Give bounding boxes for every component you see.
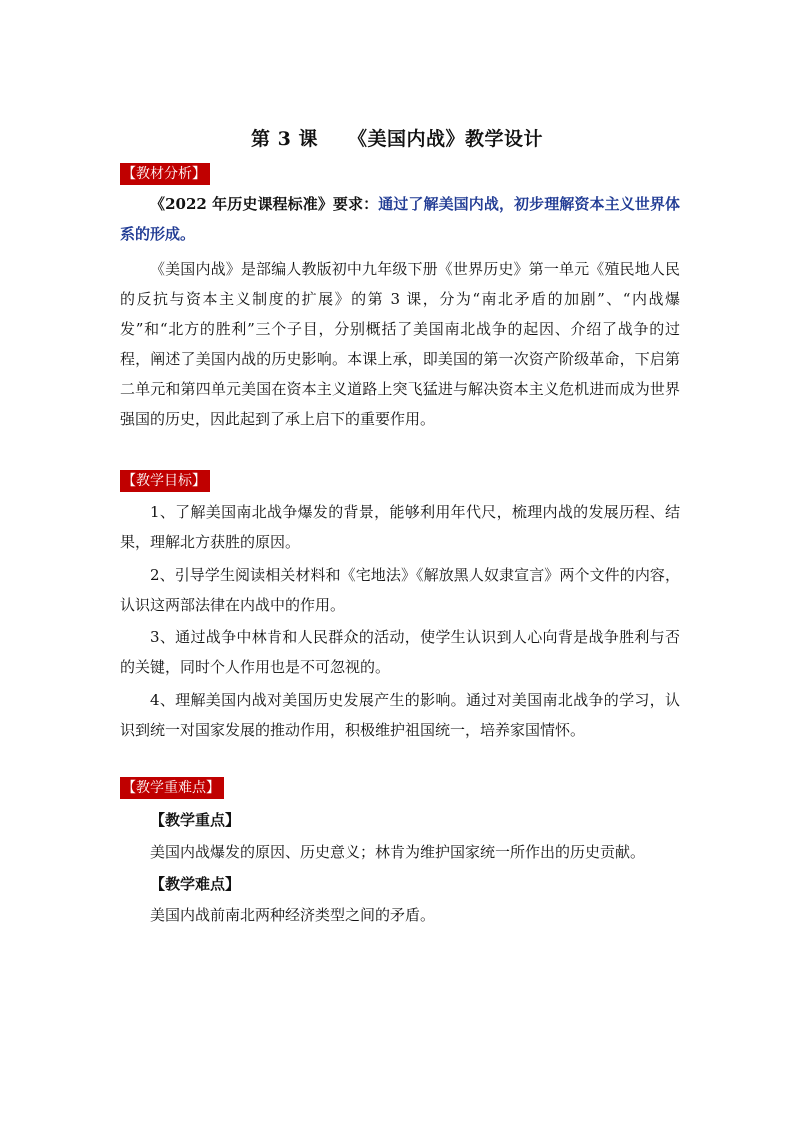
section-tag-material-analysis: 【教材分析】	[120, 163, 210, 185]
lesson-number: 第 3 课	[251, 128, 318, 150]
goal-item-3: 3、通过战争中林肯和人民群众的活动，使学生认识到人心向背是战争胜利与否的关键，同时个人作用也是不可忽视的。	[120, 628, 680, 676]
difficult-point-label: 【教学难点】	[150, 875, 241, 893]
material-analysis-body: 《美国内战》是部编人教版初中九年级下册《世界历史》第一单元《殖民地人民的反抗与资本主义制度的扩展》的第 3 课，分为“南北矛盾的加剧”、“内战爆发”和“北方的胜利”三个子目，分别概括了美国南北战争的起因、介绍了战争的过程，阐述了美国内战的历史影响。本课上承，即美国的第一次资产阶级革命，下启第二单元和第四单元美国在资本主义道路上突飞猛进与解决资本主义危机进而成为世界强国的历史，因此起到了承上启下的重要作用。	[120, 260, 680, 428]
standard-lead: 《2022 年历史课程标准》要求：	[150, 195, 379, 213]
key-point-text: 美国内战爆发的原因、历史意义；林肯为维护国家统一所作出的历史贡献。	[150, 843, 646, 861]
goal-item-1: 1、了解美国南北战争爆发的背景，能够利用年代尺，梳理内战的发展历程、结果，理解北方获胜的原因。	[120, 503, 680, 551]
document-title	[0, 124, 794, 151]
difficult-point-text: 美国内战前南北两种经济类型之间的矛盾。	[150, 906, 436, 924]
section-tag-key-difficult: 【教学重难点】	[120, 777, 224, 799]
standard-requirement: 通过了解美国内战，初步理解资本主义世界体系的形成。	[120, 195, 680, 243]
goal-item-2: 2、引导学生阅读相关材料和《宅地法》《解放黑人奴隶宣言》两个文件的内容，认识这两部法律在内战中的作用。	[120, 566, 680, 614]
curriculum-standard-paragraph	[120, 189, 680, 249]
key-point-label: 【教学重点】	[150, 811, 241, 829]
lesson-name: 《美国内战》教学设计	[347, 128, 543, 150]
goal-item-4: 4、理解美国内战对美国历史发展产生的影响。通过对美国南北战争的学习，认识到统一对国家发展的推动作用，积极维护祖国统一，培养家国情怀。	[120, 691, 680, 739]
section-tag-teaching-goals: 【教学目标】	[120, 470, 210, 492]
